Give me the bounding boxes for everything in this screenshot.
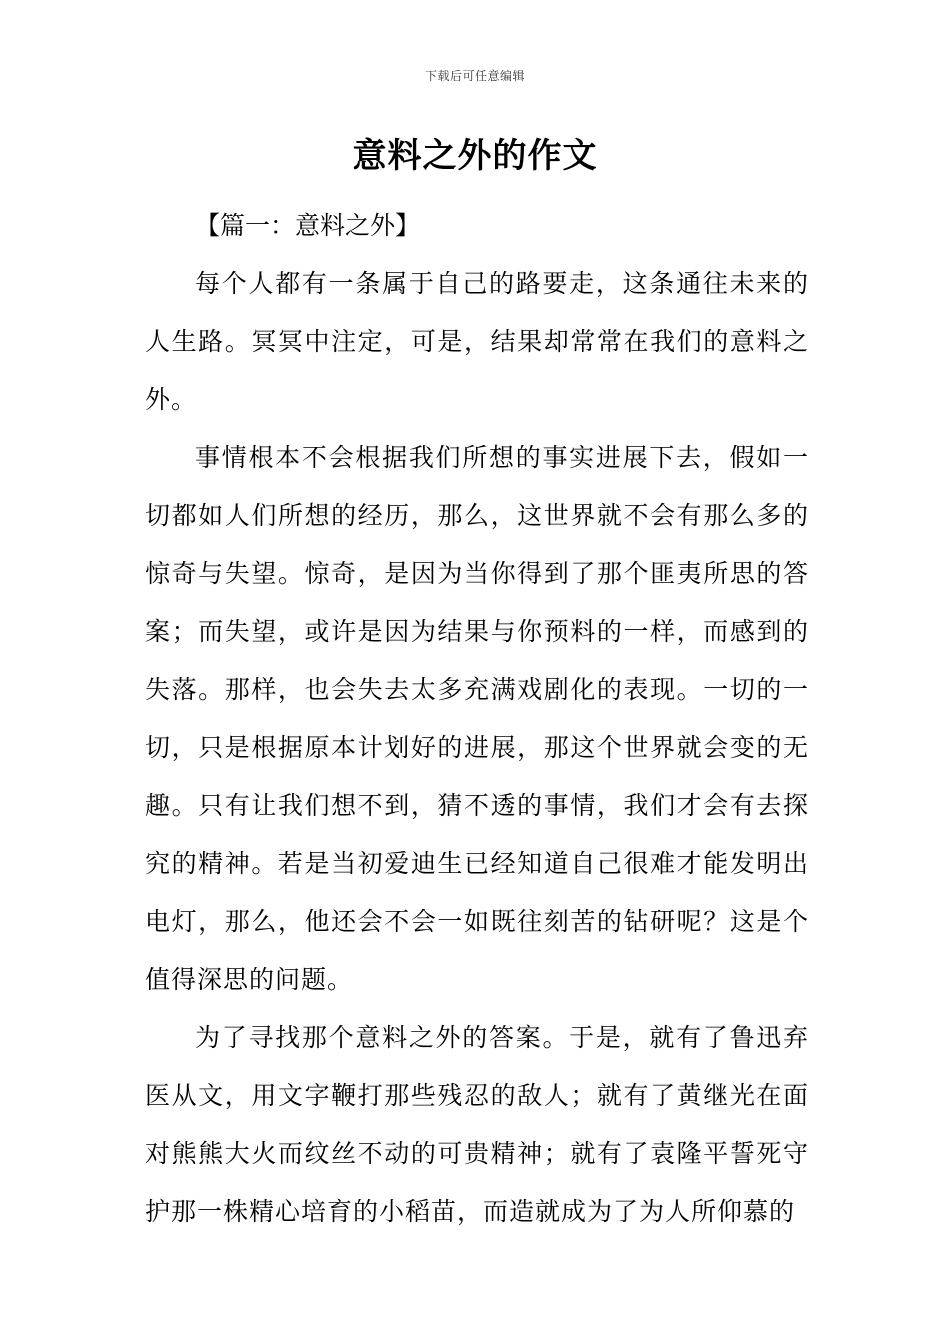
document-body xyxy=(145,197,809,1241)
document-title: 意料之外的作文 xyxy=(352,136,598,176)
header-note: 下载后可任意编辑 xyxy=(424,69,525,83)
paragraph-2: 事情根本不会根据我们所想的事实进展下去，假如一切都如人们所想的经历，那么，这世界就不会有那么多的惊奇与失望。惊奇，是因为当你得到了那个匪夷所思的答案；而失望，或许是因为结果与你预料的一样，而感到的失落。那样，也会失去太多充满戏剧化的表现。一切的一切，只是根据原本计划好的进展，那这个世界就会变的无趣。只有让我们想不到，猜不透的事情，我们才会有去探究的精神。若是当初爱迪生已经知道自己很难才能发明出电灯，那么，他还会不会一如既往刻苦的钻研呢？这是个值得深思的问题。 xyxy=(145,443,809,994)
paragraph-3: 为了寻找那个意料之外的答案。于是，就有了鲁迅弃医从文，用文字鞭打那些残忍的敌人；就有了黄继光在面对熊熊大火而纹丝不动的可贵精神；就有了袁隆平誓死守护那一株精心培育的小稻苗，而造就成为了为人所仰慕的 xyxy=(145,1023,809,1226)
section-heading: 【篇一：意料之外】 xyxy=(195,211,421,240)
paragraph-1: 每个人都有一条属于自己的路要走，这条通往未来的人生路。冥冥中注定，可是，结果却常常在我们的意料之外。 xyxy=(145,269,809,414)
